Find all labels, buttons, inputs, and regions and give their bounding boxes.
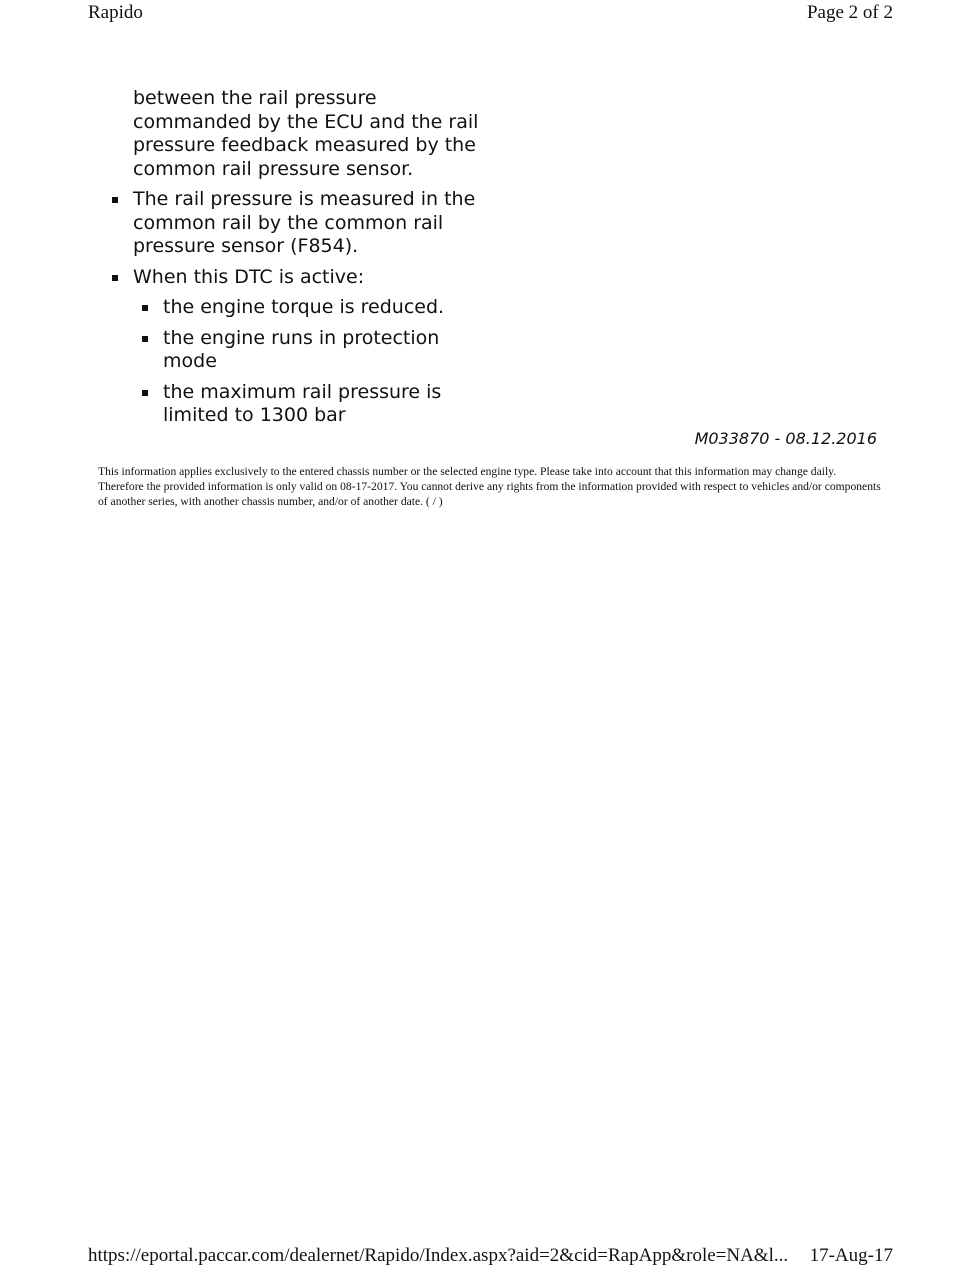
sub-bullet-item [133,381,498,428]
sub-bullet-item [133,296,498,320]
sub-bullet-text: the maximum rail pressure is limited to 1300 bar [163,380,442,426]
sub-bullet-item [133,327,498,374]
bullet-text: The rail pressure is measured in the common rail by the common rail pressure sensor (F854). [133,188,476,257]
bullet-text: When this DTC is active: [133,265,365,288]
document-body [108,87,498,435]
continuation-paragraph: between the rail pressure commanded by the ECU and the rail pressure feedback measured by the common rail pressure sensor. [133,87,479,180]
footer-url: https://eportal.paccar.com/dealernet/Rapido/Index.aspx?aid=2&cid=RapApp&role=NA&l... [88,1245,789,1266]
sub-bullet-text: the engine runs in protection mode [163,326,440,372]
bullet-item [108,266,498,428]
document-reference: M033870 - 08.12.2016 [694,429,877,448]
footer-date: 17-Aug-17 [809,1245,893,1266]
bullet-item [108,188,498,259]
sub-bullet-list [133,296,498,428]
page-number: Page 2 of 2 [806,2,893,23]
disclaimer-text: This information applies exclusively to the entered chassis number or the selected engine type. Please take into account that this information may change daily. Therefore the provided information is only valid on 08-17-2017. You cannot derive any rights from the information provided with respect to vehicles and/or components of another series, with another chassis number, and/or of another date. ( / ) [98,465,881,508]
bullet-list [108,188,498,428]
header-title: Rapido [88,2,143,23]
sub-bullet-text: the engine torque is reduced. [163,296,445,318]
